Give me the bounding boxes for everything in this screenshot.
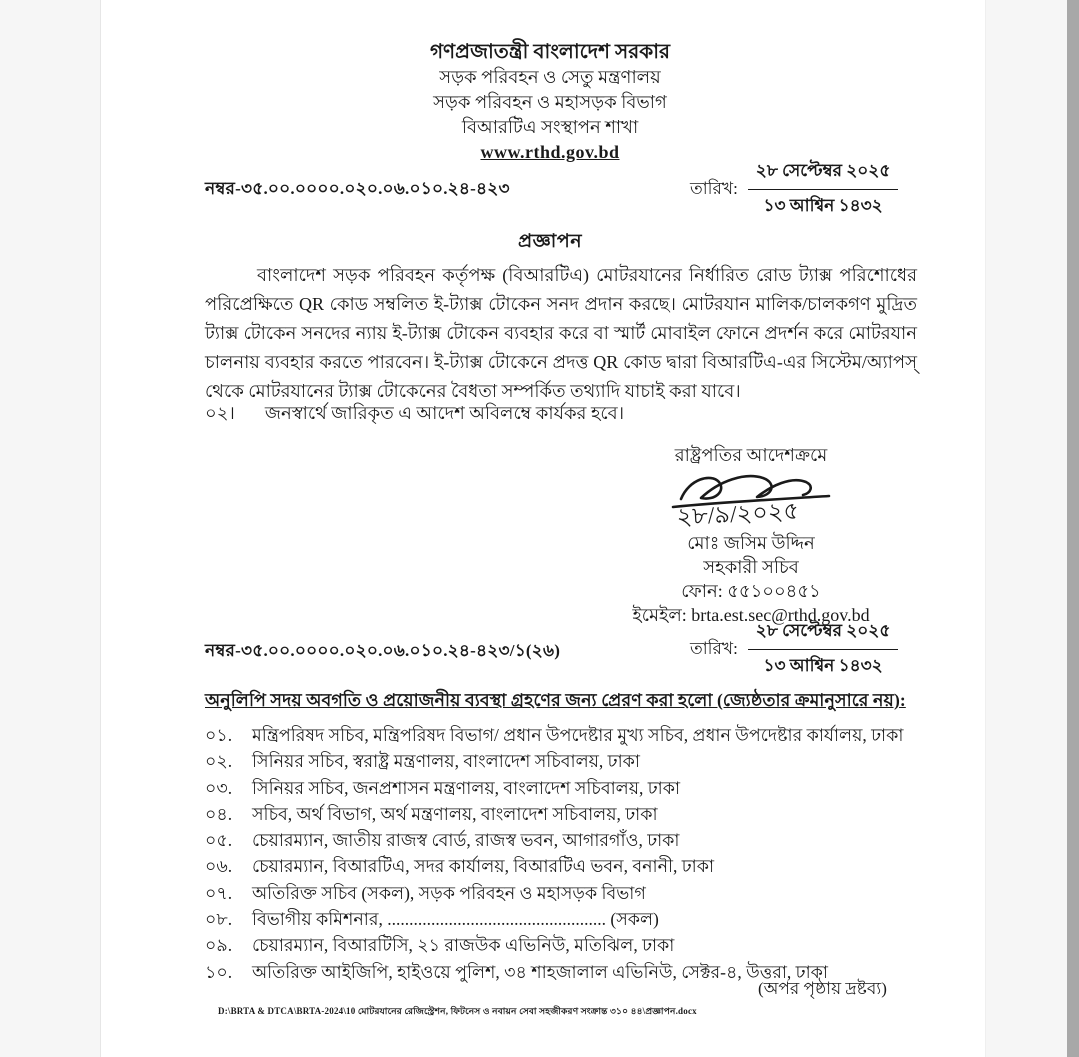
list-item-number: ০৫.: [205, 830, 233, 851]
list-item-text: মন্ত্রিপরিষদ সচিব, মন্ত্রিপরিষদ বিভাগ/ প্রধান উপদেষ্টার মুখ্য সচিব, প্রধান উপদেষ্টার কার্যালয়, ঢাকা: [252, 725, 904, 745]
memo1-date-bengali: ১৩ আশ্বিন ১৪৩২: [763, 196, 883, 215]
letterhead-ministry: সড়ক পরিবহন ও সেতু মন্ত্রণালয়: [439, 67, 661, 87]
list-item: [205, 748, 975, 774]
memo1-number: নম্বর-৩৫.০০.০০০০.০২০.০৬.০১০.২৪-৪২৩: [205, 179, 510, 198]
email-address: brta.est.sec@rthd.gov.bd: [691, 605, 870, 625]
list-item: [205, 801, 975, 827]
email-label: ইমেইল:: [632, 605, 692, 625]
list-item: [205, 827, 975, 853]
list-item: [205, 906, 975, 932]
distribution-list: [205, 722, 975, 985]
photo-left-margin: [0, 0, 101, 1057]
list-item: [205, 932, 975, 958]
memo2-date-block: [690, 618, 898, 681]
letterhead-section: বিআরটিএ সংস্থাপন শাখা: [461, 117, 639, 137]
list-item-number: ০২.: [205, 751, 233, 772]
memo2-date-label: তারিখ:: [690, 638, 738, 658]
signatory-name: মোঃ জসিম উদ্দিন: [687, 533, 815, 553]
handwritten-signature: [643, 469, 859, 533]
letterhead-division: সড়ক পরিবহন ও মহাসড়ক বিভাগ: [433, 92, 667, 112]
by-order-text: রাষ্ট্রপতির আদেশক্রমে: [674, 445, 828, 465]
memo1-date-stack: [748, 158, 899, 221]
list-item-text: সচিব, অর্থ বিভাগ, অর্থ মন্ত্রণালয়, বাংলাদেশ সচিবালয়, ঢাকা: [252, 803, 658, 824]
list-item-text: বিভাগীয় কমিশনার, .................................................. (সকল): [252, 909, 659, 930]
memo1-date-label: তারিখ:: [690, 178, 738, 198]
clause-02: [205, 399, 624, 430]
list-item-number: ১০.: [205, 961, 233, 982]
list-item-text: চেয়ারম্যান, জাতীয় রাজস্ব বোর্ড, রাজস্ব ভবন, আগারগাঁও, ঢাকা: [252, 830, 680, 851]
document-title: প্রজ্ঞাপন: [517, 231, 583, 252]
list-item-text: চেয়ারম্যান, বিআরটিসি, ২১ রাজউক এভিনিউ, মতিঝিল, ঢাকা: [252, 935, 675, 956]
list-item-number: ০৭.: [205, 882, 233, 903]
memo2-number: নম্বর-৩৫.০০.০০০০.০২০.০৬.০১০.২৪-৪২৩/১(২৬): [205, 641, 561, 660]
signature-block: [608, 444, 894, 627]
memo2-date-gregorian: ২৮ সেপ্টেম্বর ২০২৫: [748, 618, 899, 650]
memo2-date-bengali: ১৩ আশ্বিন ১৪৩২: [763, 656, 883, 675]
list-item-text: অতিরিক্ত আইজিপি, হাইওয়ে পুলিশ, ৩৪ শাহজালাল এভিনিউ, সেক্টর-৪, উত্তরা, ঢাকা: [252, 961, 828, 982]
letterhead: [150, 40, 950, 165]
photo-right-margin: [985, 0, 1068, 1057]
list-item: [205, 853, 975, 879]
letterhead-website: www.rthd.gov.bd: [480, 142, 620, 162]
list-item-number: ০৬.: [205, 856, 233, 877]
signatory-designation: সহকারী সচিব: [703, 557, 799, 577]
memo2-date-stack: [748, 618, 899, 681]
list-item-text: চেয়ারম্যান, বিআরটিএ, সদর কার্যালয়, বিআরটিএ ভবন, বনানী, ঢাকা: [252, 856, 715, 877]
clause-02-number: ০২।: [205, 403, 235, 423]
distribution-heading: অনুলিপি সদয় অবগতি ও প্রয়োজনীয় ব্যবস্থা গ্রহণের জন্য প্রেরণ করা হলো (জ্যেষ্ঠতার ক্রমানুসারে নয়):: [205, 690, 906, 710]
clause-02-text: জনস্বার্থে জারিকৃত এ আদেশ অবিলম্বে কার্যকর হবে।: [264, 403, 625, 423]
list-item-text: অতিরিক্ত সচিব (সকল), সড়ক পরিবহন ও মহাসড়ক বিভাগ: [252, 882, 646, 903]
memo1-date-gregorian: ২৮ সেপ্টেম্বর ২০২৫: [748, 158, 899, 190]
signatory-phone: ফোন: ৫৫১০০৪৫১: [681, 581, 821, 601]
handwritten-date: ২৮/৯/২০২৫: [675, 498, 800, 531]
list-item: [205, 775, 975, 801]
photo-right-edge-strip: [1067, 0, 1079, 1057]
list-item-number: ০৪.: [205, 803, 233, 824]
list-item: [205, 880, 975, 906]
list-item-text: সিনিয়র সচিব, জনপ্রশাসন মন্ত্রণালয়, বাংলাদেশ সচিবালয়, ঢাকা: [252, 777, 681, 798]
list-item-text: সিনিয়র সচিব, স্বরাষ্ট্র মন্ত্রণালয়, বাংলাদেশ সচিবালয়, ঢাকা: [252, 751, 640, 772]
memo1-date-block: [690, 158, 898, 221]
body-paragraph: বাংলাদেশ সড়ক পরিবহন কর্তৃপক্ষ (বিআরটিএ) মোটরযানের নির্ধারিত রোড ট্যাক্স পরিশোধের পরিপ্রেক্ষিতে QR কোড সম্বলিত ই-ট্যাক্স টোকেন সনদ প্রদান করছে। মোটরযান মালিক/চালকগণ মুদ্রিত ট্যাক্স টোকেন সনদের ন্যায় ই-ট্যাক্স টোকেন ব্যবহার করে বা স্মার্ট মোবাইল ফোনে প্রদর্শন করে মোটরযান চালনায় ব্যবহার করতে পারবেন। ই-ট্যাক্স টোকেনে প্রদত্ত QR কোড দ্বারা বিআরটিএ-এর সিস্টেম/অ্যাপস্ থেকে মোটরযানের ট্যাক্স টোকেনের বৈধতা সম্পর্কিত তথ্যাদি যাচাই করা যাবে।: [205, 265, 917, 401]
list-item-number: ০৮.: [205, 909, 233, 930]
list-item: [205, 722, 975, 748]
letterhead-government: গণপ্রজাতন্ত্রী বাংলাদেশ সরকার: [429, 41, 671, 63]
list-item-number: ০৯.: [205, 935, 233, 956]
see-next-page-note: (অপর পৃষ্ঠায় দ্রষ্টব্য): [758, 979, 887, 998]
list-item-number: ০১.: [205, 725, 233, 745]
document-file-path: D:\BRTA & DTCA\BRTA-2024\10 মোটরযানের রেজিস্ট্রেশন, ফিটনেস ও নবায়ন সেবা সহজীকরণ সংক্রান্ত ৩১০ ৪৪\প্রজ্ঞাপন.docx: [218, 1006, 697, 1016]
list-item-number: ০৩.: [205, 777, 233, 798]
